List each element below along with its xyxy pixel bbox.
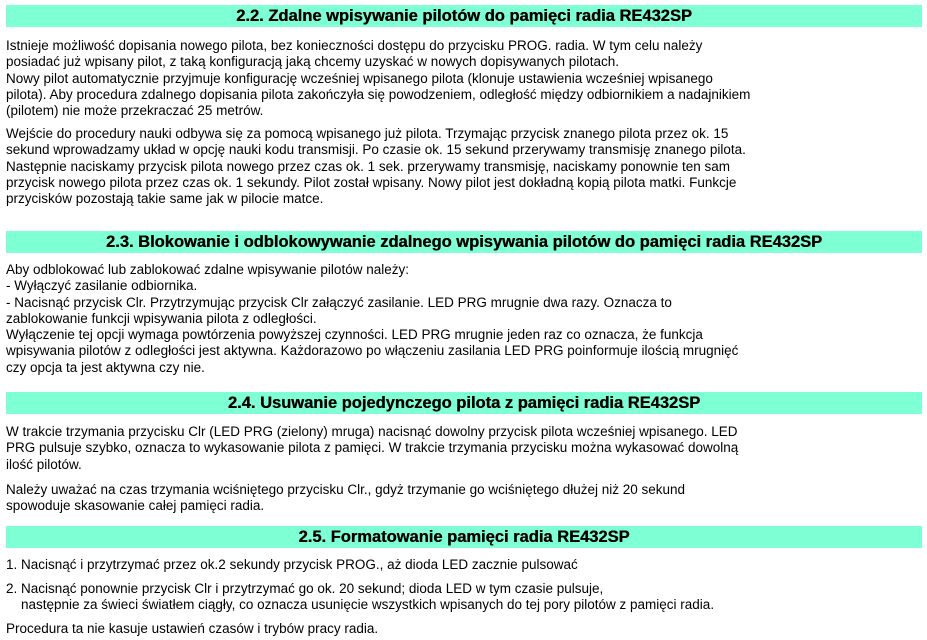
section-2-2-paragraph-1 <box>6 38 921 119</box>
text-line: Wejście do procedury nauki odbywa się za pomocą wpisanego już pilota. Trzymając przycisk znanego pilota przez ok. 15 <box>6 126 729 141</box>
text-line: - Nacisnąć przycisk Clr. Przytrzymując przycisk Clr załączyć zasilanie. LED PRG mrugnie dwa razy. Oznacza to <box>6 294 672 310</box>
text-line: Wyłączenie tej opcji wymaga powtórzenia powyższej czynności. LED PRG mrugnie jeden raz co oznacza, że funkcja <box>6 327 703 343</box>
text-line: posiadać już wpisany pilot, z taką konfiguracją jaką chcemy uzyskać w nowych dopisywanych pilotach. <box>6 54 620 70</box>
text-line: PRG pulsuje szybko, oznacza to wykasowanie pilota z pamięci. W trakcie trzymania przycisku można wykasować dowolną <box>6 440 739 456</box>
text-line: wpisywania pilotów z odległości jest aktywna. Każdorazowo po włączeniu zasilania LED PRG poinformuje ilością mrugnięć <box>6 343 739 359</box>
text-line: przycisk nowego pilota przez czas ok. 1 sekundy. Pilot został wpisany. Nowy pilot jest dokładną kopią pilota matki. Funkcje <box>6 174 737 190</box>
text-line: zablokowanie funkcji wpisywania pilota z odległości. <box>6 310 317 326</box>
text-line: Istnieje możliwość dopisania nowego pilota, bez konieczności dostępu do przycisku PROG. radia. W tym celu należy <box>6 38 703 53</box>
section-heading-2-2: 2.2. Zdalne wpisywanie pilotów do pamięci radia RE432SP <box>6 5 922 27</box>
text-line: sekund wprowadzamy układ w opcję nauki kodu transmisji. Po czasie ok. 15 sekund przerywamy transmisję znanego pilota. <box>6 142 746 158</box>
section-2-5-note: Procedura ta nie kasuje ustawień czasów i trybów pracy radia. <box>6 621 379 636</box>
text-line: - Wyłączyć zasilanie odbiornika. <box>6 278 198 294</box>
text-line: następnie za świeci światłem ciągły, co oznacza usunięcie wszystkich wpisanych do tej pory pilotów z pamięci radia. <box>6 597 715 613</box>
section-2-5-step-1: 1. Nacisnąć i przytrzymać przez ok.2 sekundy przycisk PROG., aż dioda LED zacznie pulsować <box>6 557 578 572</box>
text-line: pilota). Aby procedura zdalnego dopisania pilota zakończyła się powodzeniem, odległość między odbiornikiem a nadajnikiem <box>6 86 751 102</box>
section-heading-2-3: 2.3. Blokowanie i odblokowywanie zdalnego wpisywania pilotów do pamięci radia RE432SP <box>6 231 922 253</box>
text-line: 2. Nacisnąć ponownie przycisk Clr i przytrzymać go ok. 20 sekund; dioda LED w tym czasie pulsuje, <box>6 581 604 596</box>
section-heading-2-4: 2.4. Usuwanie pojedynczego pilota z pamięci radia RE432SP <box>6 392 922 414</box>
section-2-4-paragraph-1 <box>6 424 921 473</box>
text-line: ilość pilotów. <box>6 456 82 472</box>
section-heading-2-5: 2.5. Formatowanie pamięci radia RE432SP <box>6 526 922 548</box>
section-2-4-paragraph-2 <box>6 482 921 515</box>
text-line: spowoduje skasowanie całej pamięci radia. <box>6 498 265 514</box>
section-2-5-step-2 <box>6 581 921 614</box>
section-2-2-paragraph-2 <box>6 126 921 207</box>
text-line: (pilotem) nie może przekraczać 25 metrów. <box>6 103 264 119</box>
text-line: przycisków pozostają takie same jak w pilocie matce. <box>6 191 324 207</box>
text-line: Następnie naciskamy przycisk pilota nowego przez czas ok. 1 sek. przerywamy transmisję, naciskamy ponownie ten sam <box>6 158 731 174</box>
text-line: W trakcie trzymania przycisku Clr (LED PRG (zielony) mruga) nacisnąć dowolny przycisk pilota wcześniej wpisanego. LED <box>6 424 738 439</box>
text-line: Aby odblokować lub zablokować zdalne wpisywanie pilotów należy: <box>6 262 409 277</box>
text-line: Należy uważać na czas trzymania wciśniętego przycisku Clr., gdyż trzymanie go wciśniętego dłużej niż 20 sekund <box>6 482 686 497</box>
section-2-3-paragraph-1 <box>6 262 921 376</box>
text-line: Nowy pilot automatycznie przyjmuje konfigurację wcześniej wpisanego pilota (klonuje ustawienia wcześniej wpisanego <box>6 70 713 86</box>
text-line: czy opcja ta jest aktywna czy nie. <box>6 359 205 375</box>
